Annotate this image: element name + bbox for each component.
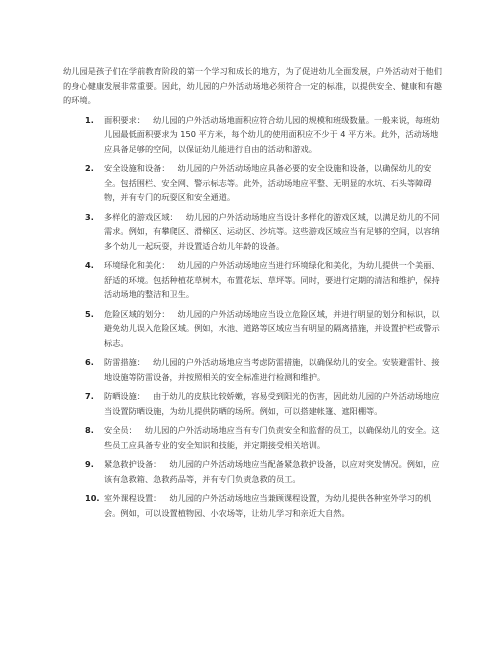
list-item bbox=[63, 161, 442, 205]
list-item bbox=[63, 423, 442, 452]
item-title: 面积要求： bbox=[104, 114, 145, 125]
item-title: 室外课程设置： bbox=[104, 493, 162, 503]
item-body: 幼儿园的户外活动场地应当设计多样化的游戏区域，以满足幼儿的不同需求。例如，有攀爬区、滑梯区、运动区、沙坑等。这些游戏区域应当有足够的空间，以容纳多个幼儿一起玩耍，并设置适合幼儿年龄的设备。 bbox=[104, 211, 440, 251]
item-body: 幼儿园的户外活动场地应当配备紧急救护设备，以应对突发情况。例如，应该有急救箱、急救药品等，并有专门负责急救的员工。 bbox=[104, 459, 440, 484]
item-body: 幼儿园的户外活动场地应当考虑防雷措施，以确保幼儿的安全。安装避雷针、接地设施等防雷设备，并按照相关的安全标准进行检测和维护。 bbox=[104, 357, 440, 382]
list-item bbox=[63, 491, 442, 520]
list-item bbox=[63, 307, 442, 351]
item-body: 幼儿园的户外活动场地应当进行环境绿化和美化，为幼儿提供一个美丽、舒适的环境。包括种植花草树木，布置花坛、草坪等。同时，要进行定期的清洁和维护，保持活动场地的整洁和卫生。 bbox=[104, 260, 440, 299]
item-body: 由于幼儿的皮肤比较娇嫩，容易受到阳光的伤害，因此幼儿园的户外活动场地应当设置防晒设施，为幼儿提供防晒的场所。例如，可以搭建帐篷、遮阳棚等。 bbox=[104, 391, 440, 416]
item-number: 6. bbox=[85, 357, 94, 367]
item-body: 幼儿园的户外活动场地应当兼顾课程设置，为幼儿提供各种室外学习的机会。例如，可以设置植物园、小农场等，让幼儿学习和亲近大自然。 bbox=[104, 493, 432, 518]
item-body: 幼儿园的户外活动场地应当设立危险区域，并进行明显的划分和标识，以避免幼儿误入危险区域。例如，水池、道路等区域应当有明显的隔离措施，并设置护栏或警示标志。 bbox=[104, 308, 440, 348]
item-number: 1. bbox=[85, 114, 94, 125]
item-body: 幼儿园的户外活动场地应具备必要的安全设施和设备，以确保幼儿的安全。包括围栏、安全网、警示标志等。此外，活动场地应平整、无明显的水坑、石头等障碍物，并有专门的玩耍区和安全通道。 bbox=[104, 163, 432, 202]
item-title: 安全设施和设备： bbox=[104, 163, 170, 173]
item-number: 5. bbox=[85, 308, 94, 319]
item-title: 防晒设施： bbox=[104, 391, 145, 401]
list-item bbox=[63, 389, 442, 418]
item-title: 紧急救护设备： bbox=[104, 459, 162, 469]
item-number: 8. bbox=[85, 425, 94, 435]
item-number: 3. bbox=[85, 211, 94, 222]
requirements-list bbox=[63, 113, 442, 521]
list-item bbox=[63, 355, 442, 384]
intro-paragraph: 幼儿园是孩子们在学前教育阶段的第一个学习和成长的地方，为了促进幼儿全面发展，户外活动对于他们的身心健康发展非常重要。因此，幼儿园的户外活动场地必须符合一定的标准，以提供安全、健康和有趣的环境。 bbox=[63, 66, 442, 105]
item-number: 10. bbox=[85, 493, 100, 503]
item-title: 防雷措施： bbox=[104, 357, 145, 367]
item-title: 危险区域的划分： bbox=[104, 308, 170, 319]
list-item bbox=[63, 457, 442, 486]
item-number: 2. bbox=[85, 163, 94, 173]
item-number: 4. bbox=[85, 260, 94, 270]
item-title: 安全员： bbox=[104, 425, 137, 435]
list-item bbox=[63, 210, 442, 254]
item-body: 幼儿园的户外活动场地面积应符合幼儿园的规模和班级数量。一般来说，每班幼儿园最低面积要求为 150 平方米，每个幼儿的使用面积应不少于 4 平方米。此外，活动场地应具备足够的空间，以保证幼儿能进行自由的活动和游戏。 bbox=[104, 114, 440, 154]
item-body: 幼儿园的户外活动场地应当有专门负责安全和监督的员工，以确保幼儿的安全。这些员工应具备专业的安全知识和技能，并定期接受相关培训。 bbox=[104, 425, 440, 450]
list-item bbox=[63, 113, 442, 157]
item-number: 7. bbox=[85, 391, 94, 401]
item-title: 多样化的游戏区域： bbox=[104, 211, 178, 222]
list-item bbox=[63, 258, 442, 302]
item-title: 环境绿化和美化： bbox=[104, 260, 170, 270]
item-number: 9. bbox=[85, 459, 94, 469]
